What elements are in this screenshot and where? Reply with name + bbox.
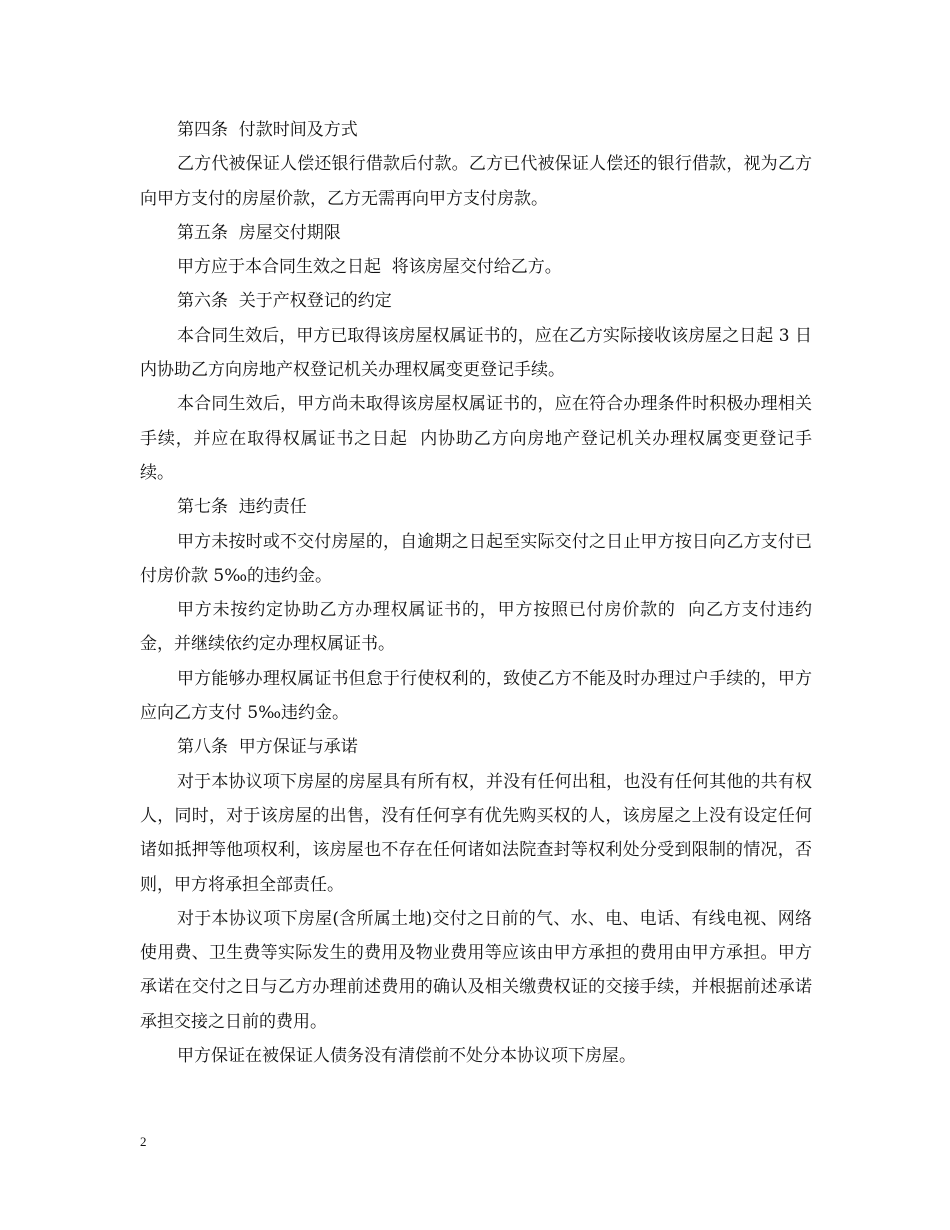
article-8-paragraph-3: 甲方保证在被保证人债务没有清偿前不处分本协议项下房屋。 [177,1046,636,1067]
article-5-paragraph: 甲方应于本合同生效之日起 将该房屋交付给乙方。 [177,257,562,278]
page-number: 2 [140,1134,147,1149]
article-6-heading: 第六条 关于产权登记的约定 [177,291,392,312]
article-8-heading: 第八条 甲方保证与承诺 [177,737,358,758]
document-body [140,113,812,1073]
article-5-heading: 第五条 房屋交付期限 [177,222,341,243]
article-4-paragraph: 乙方代被保证人偿还银行借款后付款。乙方已代被保证人偿还的银行借款，视为乙方向甲方支付的房屋价款，乙方无需再向甲方支付房款。 [140,154,812,209]
article-7-paragraph-3: 甲方能够办理权属证书但怠于行使权利的，致使乙方不能及时办理过户手续的，甲方应向乙方支付 5‰违约金。 [140,668,812,724]
article-8-paragraph-2: 对于本协议项下房屋(含所属土地)交付之日前的气、水、电、电话、有线电视、网络使用费、卫生费等实际发生的费用及物业费用等应该由甲方承担的费用由甲方承担。甲方承诺在交付之日与乙方办理前述费用的确认及相关缴费权证的交接手续，并根据前述承诺承担交接之日前的费用。 [140,908,812,1032]
article-7-heading: 第七条 违约责任 [177,497,307,518]
article-6-paragraph-2: 本合同生效后，甲方尚未取得该房屋权属证书的，应在符合办理条件时积极办理相关手续，并应在取得权属证书之日起 内协助乙方向房地产登记机关办理权属变更登记手续。 [140,394,812,483]
article-6-paragraph-1: 本合同生效后，甲方已取得该房屋权属证书的，应在乙方实际接收该房屋之日起 3 日内协助乙方向房地产权登记机关办理权属变更登记手续。 [140,325,812,381]
article-7-paragraph-1: 甲方未按时或不交付房屋的，自逾期之日起至实际交付之日止甲方按日向乙方支付已付房价款 5‰的违约金。 [140,531,812,586]
article-4-heading: 第四条 付款时间及方式 [177,120,358,140]
article-7-paragraph-2: 甲方未按约定协助乙方办理权属证书的，甲方按照已付房价款的 向乙方支付违约金，并继续依约定办理权属证书。 [140,600,812,655]
article-8-paragraph-1: 对于本协议项下房屋的房屋具有所有权，并没有任何出租，也没有任何其他的共有权人，同时，对于该房屋的出售，没有任何享有优先购买权的人，该房屋之上没有设定任何诸如抵押等他项权利，该房屋也不存在任何诸如法院查封等权利处分受到限制的情况，否则，甲方将承担全部责任。 [140,771,812,895]
